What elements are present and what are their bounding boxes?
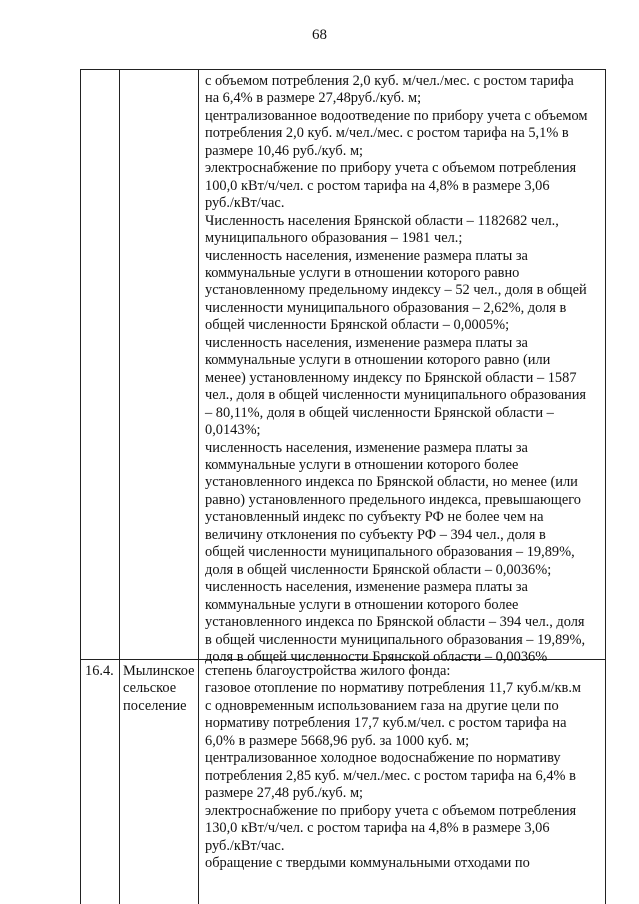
text-line: численность населения, изменение размера платы за [205, 579, 528, 596]
text-line: централизованное водоотведение по прибору учета с объемом [205, 107, 588, 124]
text-line: установленного индекса по Брянской области, но менее (или [205, 474, 578, 491]
text-line: Численность населения Брянской области – 1182682 чел., [205, 212, 559, 229]
text-line: степень благоустройства жилого фонда: [205, 663, 451, 679]
text-line: численность населения, изменение размера платы за [205, 247, 528, 264]
text-line: с объемом потребления 2,0 куб. м/чел./мес. с ростом тарифа [205, 73, 574, 89]
text-line: численность населения, изменение размера платы за [205, 334, 528, 351]
text-line: коммунальные услуги в отношении которого равно [205, 264, 520, 281]
text-line: 0,0143%; [205, 422, 261, 439]
text-line: чел., доля в общей численности муниципального образования [205, 387, 587, 404]
text-line: 6,0% в размере 5668,96 руб. за 1000 куб. м; [205, 732, 470, 749]
text-line: потребления 2,0 куб. м/чел./мес. с ростом тарифа на 5,1% в [205, 125, 569, 142]
text-line: потребления 2,85 куб. м/чел./мес. с ростом тарифа на 6,4% в [205, 767, 576, 784]
row-number-16-4: 16.4. [85, 663, 114, 679]
text-line: централизованное холодное водоснабжение по нормативу [205, 750, 561, 767]
text-line: в общей численности муниципального образования – 19,89%, [205, 631, 586, 648]
text-line: коммунальные услуги в отношении которого равно (или [205, 352, 551, 369]
text-line: нормативу потребления 17,7 куб.м/чел. с ростом тарифа на [205, 715, 567, 732]
text-line: общей численности муниципального образования – 19,89%, [205, 544, 575, 561]
text-line: численность населения, изменение размера платы за [205, 439, 528, 456]
text-line: 100,0 кВт/ч/чел. с ростом тарифа на 4,8% в размере 3,06 [205, 177, 550, 194]
row-continuation-text [205, 73, 603, 666]
settlement-name-line: поселение [123, 697, 187, 714]
text-line: установленного индекса по Брянской области – 394 чел., доля [205, 614, 585, 631]
text-line: доля в общей численности Брянской области – 0,0036%; [205, 561, 552, 578]
text-line: обращение с твердыми коммунальными отходами по [205, 854, 530, 871]
text-line: установленный индекс по субъекту РФ не более чем на [205, 509, 544, 526]
text-line: газовое отопление по нормативу потребления 11,7 куб.м/кв.м [205, 680, 582, 697]
text-line: общей численности Брянской области – 0,0005%; [205, 317, 510, 334]
text-line: коммунальные услуги в отношении которого более [205, 596, 519, 613]
text-line: менее) установленному индексу по Брянской области – 1587 [205, 369, 577, 386]
page-number: 68 [312, 27, 327, 43]
text-line: коммунальные услуги в отношении которого более [205, 456, 519, 473]
text-line: руб./кВт/час. [205, 195, 285, 212]
text-line: размере 27,48 руб./куб. м; [205, 785, 364, 802]
text-line: с одновременным использованием газа на другие цели по [205, 697, 559, 714]
column-divider-number [119, 70, 120, 904]
text-line: на 6,4% в размере 27,48руб./куб. м; [205, 90, 422, 107]
text-line: численности муниципального образования – 2,62%, доля в [205, 299, 567, 316]
settlement-name [123, 663, 198, 715]
text-line: электроснабжение по прибору учета с объемом потребления [205, 160, 577, 177]
text-line: равно) установленного предельного индекса, превышающего [205, 491, 581, 508]
text-line: доля в общей численности Брянской области – 0,0036% [205, 648, 548, 665]
text-line: руб./кВт/час. [205, 837, 285, 854]
text-line: установленному предельному индексу – 52 чел., доля в общей [205, 282, 587, 299]
text-line: муниципального образования – 1981 чел.; [205, 230, 463, 247]
row-16-4-text [205, 663, 603, 872]
settlement-name-line: Мылинское [123, 663, 195, 679]
column-divider-name [198, 70, 199, 904]
text-line: электроснабжение по прибору учета с объемом потребления [205, 802, 577, 819]
text-line: 130,0 кВт/ч/чел. с ростом тарифа на 4,8% в размере 3,06 [205, 820, 550, 837]
text-line: величину отклонения по субъекту РФ – 394 чел., доля в [205, 526, 546, 543]
text-line: размере 10,46 руб./куб. м; [205, 142, 364, 159]
text-line: – 80,11%, доля в общей численности Брянской области – [205, 404, 554, 421]
tariff-table [80, 69, 606, 904]
settlement-name-line: сельское [123, 680, 177, 697]
